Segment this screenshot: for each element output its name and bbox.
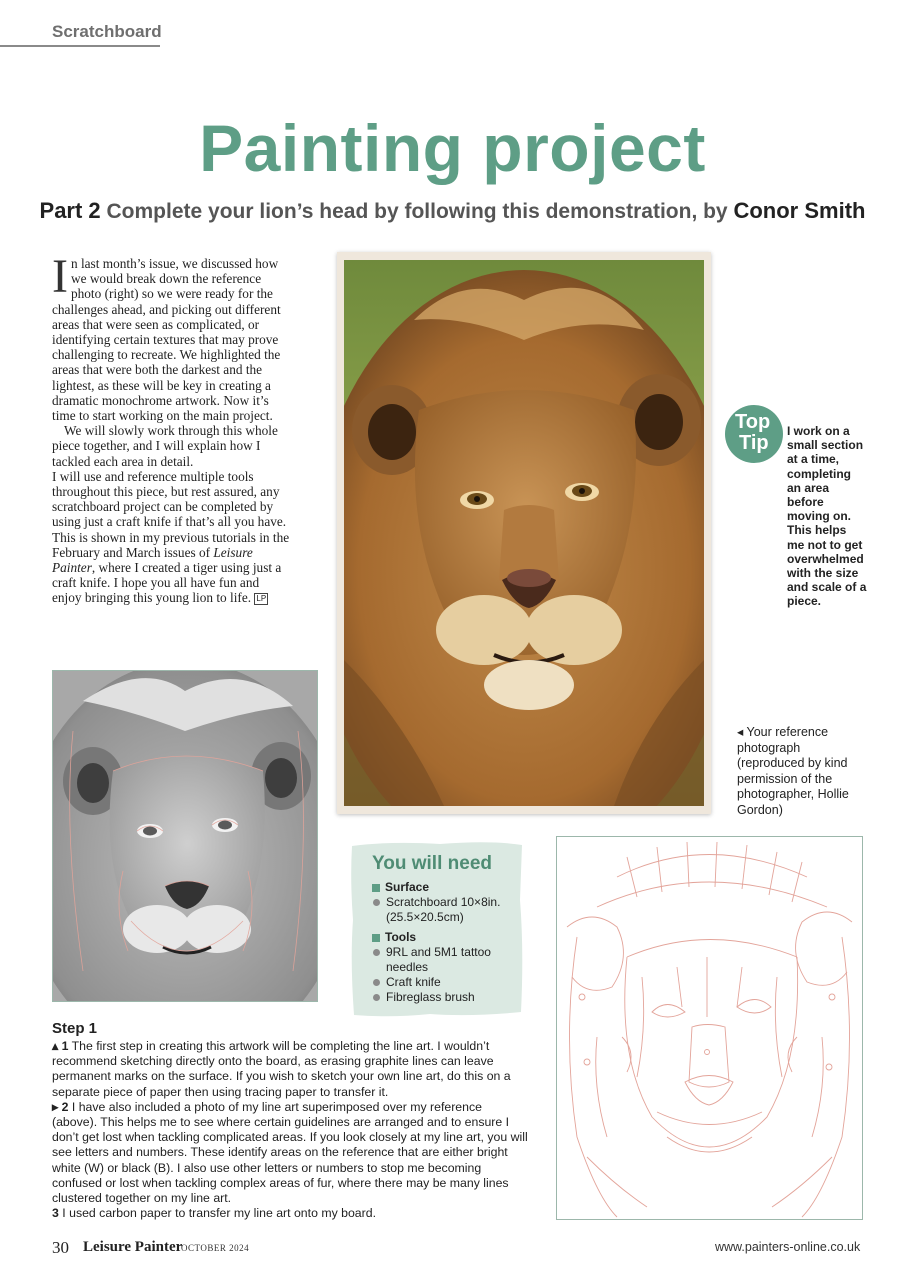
line-art-drawing: [556, 836, 863, 1220]
section-label: Scratchboard: [52, 22, 162, 41]
list-item: Fibreglass brush: [372, 990, 522, 1005]
caption-arrow-icon: ◂: [737, 725, 744, 739]
you-will-need-title: You will need: [372, 853, 492, 874]
tools-heading: Tools: [372, 930, 522, 945]
subtitle-author: Conor Smith: [733, 198, 866, 223]
top-tip-text: I work on a small section at a time, completing an area before moving on. This helps me not to get overwhelmed with the size and scale of a piece.: [787, 424, 867, 609]
materials-list: [372, 880, 522, 1005]
step-heading: Step 1: [52, 1020, 98, 1037]
intro-paragraph-1: n last month’s issue, we discussed how we would break down the reference photo (right) so we were ready for the challenges ahead, and picking out different areas that were seen as complicated, or identifying certain textures that may prove challenging to recreate. We highlighted the areas that were both the darkest and the lightest, as these will be key in creating a dramatic monochrome artwork. Now it’s time to start working on the main project.: [52, 256, 281, 424]
caption-text: Your reference photograph (reproduced by kind permission of the photographer, Hollie Gordon): [737, 725, 849, 817]
section-rule: [0, 45, 160, 47]
subtitle-part: Part 2: [39, 198, 101, 223]
list-item: 9RL and 5M1 tattoo needles: [372, 945, 522, 975]
you-will-need-panel: [350, 840, 524, 1018]
end-mark-icon: LP: [256, 594, 267, 604]
magazine-logo: Leisure Painter: [83, 1239, 183, 1255]
step-paragraph-3: 3 I used carbon paper to transfer my line art onto my board.: [52, 1206, 376, 1221]
page-subtitle: [0, 198, 905, 224]
intro-paragraph-2: We will slowly work through this whole piece together, and I will explain how I tackled each area in detail.: [52, 423, 278, 469]
lineart-overlay-image: [52, 670, 318, 1002]
subtitle-text: Complete your lion’s head by following this demonstration, by: [106, 200, 728, 223]
list-item: Scratchboard 10×8in. (25.5×20.5cm): [372, 895, 522, 925]
list-item: Craft knife: [372, 975, 522, 990]
page-title: Painting project: [199, 111, 706, 185]
surface-heading: Surface: [372, 880, 522, 895]
issue-date: OCTOBER 2024: [181, 1243, 250, 1253]
intro-article: [52, 250, 290, 606]
reference-photo: [344, 260, 704, 806]
magazine-name: Leisure Painter: [52, 544, 253, 576]
intro-paragraph-3: I will use and reference multiple tools throughout this piece, but rest assured, any scratchboard project can be completed by using just a craft knife if that’s all you have. This is shown in my previous tutorials in the February and March issues of Leisure Painter, where I created a tiger using just a craft knife. I hope you all have fun and enjoy bringing this young lion to life. LP: [52, 468, 290, 606]
photo-caption: [737, 725, 862, 818]
step-paragraph-2: ▸ 2 I have also included a photo of my line art superimposed over my reference (above). This helps me to see where certain guidelines are arranged and to ensure I don’t get lost when tackling complicated areas. If you look closely at my line art, you will see letters and numbers. These identify areas on the reference that are either bright white (W) or black (B). I also use other letters or numbers to stop me becoming confused or lost when tackling complex areas of fur, where there may be many lines clustered together on my line art.: [52, 1099, 528, 1206]
step-paragraph-1: ▴ 1 The first step in creating this artwork will be completing the line art. I wouldn’t recommend sketching directly onto the board, as erasing graphite lines can leave permanent marks on the surface. If you wish to sketch your own line art, do this on a separate piece of paper then using tracing paper to transfer it.: [52, 1039, 511, 1099]
step-body: [52, 1039, 530, 1221]
website-link[interactable]: www.painters-online.co.uk: [715, 1240, 861, 1254]
top-tip-badge: Top Tip: [725, 405, 783, 463]
drop-cap: I: [52, 250, 68, 303]
page-number: 30: [52, 1238, 69, 1257]
